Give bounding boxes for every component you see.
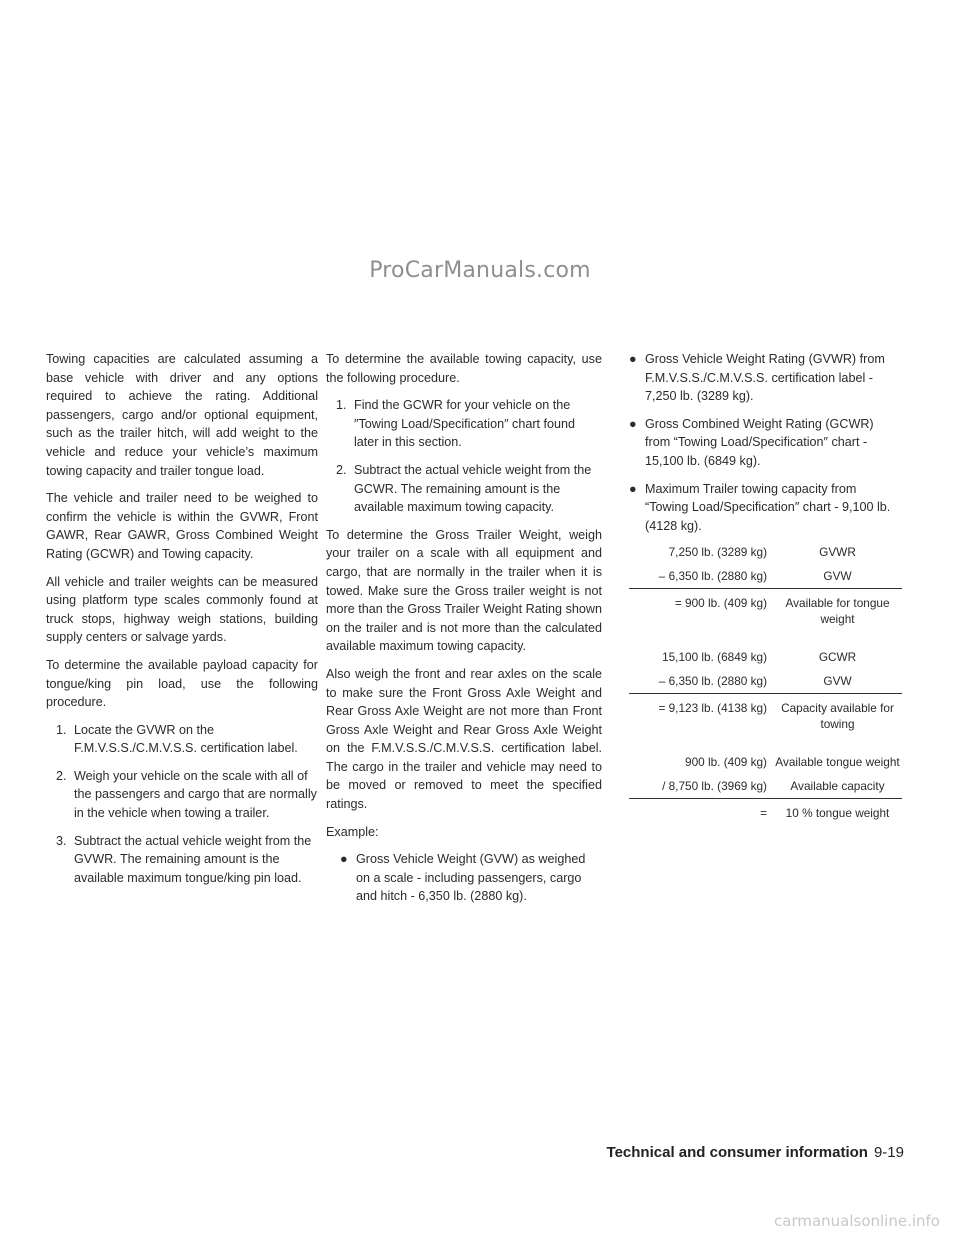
calc-label: Available for tongue weight (785, 596, 890, 627)
bullet-text: Maximum Trailer towing capacity from “Towing Load/Specification″ chart - 9,100 lb. (4128 kg). (645, 481, 891, 533)
calc-value: – 6,350 lb. (2880 kg) (658, 569, 767, 584)
calc-label: Available tongue weight (775, 755, 900, 770)
calc-label: GVW (823, 569, 852, 584)
calc-row (629, 544, 902, 560)
calc-value: = (760, 806, 767, 821)
column-1 (46, 350, 318, 896)
calc-row (629, 568, 902, 589)
column-3 (629, 350, 902, 821)
step-number: 2. (336, 462, 347, 477)
calc-row (629, 778, 902, 799)
calculation-towing-capacity (629, 649, 902, 732)
calc-value: 7,250 lb. (3289 kg) (668, 545, 767, 560)
calc-label: GVWR (819, 545, 856, 560)
example-label: Example: (326, 824, 379, 839)
calc-value: / 8,750 lb. (3969 kg) (662, 779, 767, 794)
calc-label: Capacity available for towing (781, 701, 894, 732)
step-text: Subtract the actual vehicle weight from the GCWR. The remaining amount is the available maximum towing capacity. (354, 462, 592, 515)
step-text: Find the GCWR for your vehicle on the ″Towing Load/Specification″ chart found later in this section. (354, 398, 576, 450)
list-item (326, 461, 602, 517)
step-number: 1. (56, 722, 67, 737)
list-item (46, 832, 318, 888)
calc-row (629, 673, 902, 694)
calculation-tongue-weight (629, 544, 902, 627)
step-number: 2. (56, 768, 67, 783)
calculation-tongue-percent (629, 754, 902, 821)
example-bullets (326, 850, 602, 906)
page-footer (607, 1144, 904, 1161)
list-item (629, 480, 902, 536)
calc-row (629, 805, 902, 821)
calc-label: GVW (823, 674, 852, 689)
payload-procedure-list (46, 721, 318, 888)
calc-label: GCWR (818, 650, 857, 665)
list-item (629, 350, 902, 406)
bullet-text: Gross Vehicle Weight Rating (GVWR) from F.M.V.S.S./C.M.V.S.S. certification label - 7,250 lb. (3289 kg). (645, 352, 885, 404)
column-2 (326, 350, 602, 915)
calc-value: = 9,123 lb. (4138 kg) (658, 701, 767, 716)
calc-row (629, 649, 902, 665)
paragraph: All vehicle and trailer weights can be measured using platform type scales commonly found at truck stops, highway weigh stations, building supply centers or salvage yards. (46, 574, 318, 645)
watermark-carmanualsonline: carmanualsonline.info (774, 1212, 940, 1230)
calc-label: 10 % tongue weight (785, 806, 890, 821)
paragraph: To determine the available payload capacity for tongue/king pin load, use the following procedure. (46, 657, 318, 710)
bullet-icon: ● (629, 481, 637, 496)
list-item (629, 415, 902, 471)
rating-bullets (629, 350, 902, 535)
step-number: 3. (56, 833, 67, 848)
paragraph: To determine the available towing capacity, use the following procedure. (326, 352, 602, 385)
paragraph: Also weigh the front and rear axles on the scale to make sure the Front Gross Axle Weight and Rear Gross Axle Weight are not more than Front Gross Axle Weight and Rear Gross Axle Weight on the F.M.V.S.S./C.M.V.S.S. certification label. The cargo in the trailer and vehicle may need to be moved or removed to meet the specified ratings. (326, 666, 602, 812)
towing-procedure-list (326, 396, 602, 517)
bullet-text: Gross Vehicle Weight (GVW) as weighed on a scale - including passengers, cargo and hitch - 6,350 lb. (2880 kg). (356, 852, 586, 904)
calc-row (629, 595, 902, 627)
bullet-text: Gross Combined Weight Rating (GCWR) from “Towing Load/Specification″ chart - 15,100 lb. (6849 kg). (645, 416, 874, 468)
watermark-procarmanuals: ProCarManuals.com (369, 258, 591, 283)
step-number: 1. (336, 398, 347, 413)
calc-value: 900 lb. (409 kg) (685, 755, 767, 770)
calc-value: – 6,350 lb. (2880 kg) (658, 674, 767, 689)
paragraph: To determine the Gross Trailer Weight, weigh your trailer on a scale with all equipment and cargo, that are normally in the trailer when it is towed. Make sure the Gross trailer weight is not more than the Gross Trailer Weight Rating shown on the trailer and is not more than the calculated available maximum towing capacity. (326, 527, 602, 654)
bullet-icon: ● (629, 416, 637, 431)
list-item (46, 767, 318, 823)
step-text: Subtract the actual vehicle weight from the GVWR. The remaining amount is the available maximum tongue/king pin load. (74, 833, 312, 885)
calc-value: 15,100 lb. (6849 kg) (662, 650, 767, 665)
page-number: 9-19 (873, 1144, 904, 1161)
paragraph: The vehicle and trailer need to be weighed to confirm the vehicle is within the GVWR, Front GAWR, Rear GAWR, Gross Combined Weight Rating (GCWR) and Towing capacity. (46, 491, 318, 561)
paragraph: Towing capacities are calculated assuming a base vehicle with driver and any options required to achieve the rating. Additional passengers, cargo and/or optional equipment, such as the trailer hitch, will add weight to the vehicle and reduce your vehicle’s maximum towing capacity and trailer tongue load. (46, 352, 318, 478)
step-text: Locate the GVWR on the F.M.V.S.S./C.M.V.S.S. certification label. (74, 722, 298, 756)
calc-value: = 900 lb. (409 kg) (674, 596, 767, 611)
calc-row (629, 754, 902, 770)
list-item (340, 850, 602, 906)
section-title: Technical and consumer information (606, 1144, 868, 1161)
calc-row (629, 700, 902, 732)
step-text: Weigh your vehicle on the scale with all of the passengers and cargo that are normally in the vehicle when towing a trailer. (74, 768, 317, 821)
list-item (326, 396, 602, 452)
bullet-icon: ● (629, 352, 637, 366)
calc-label: Available capacity (790, 779, 885, 794)
bullet-icon: ● (340, 852, 348, 867)
list-item (46, 721, 318, 758)
